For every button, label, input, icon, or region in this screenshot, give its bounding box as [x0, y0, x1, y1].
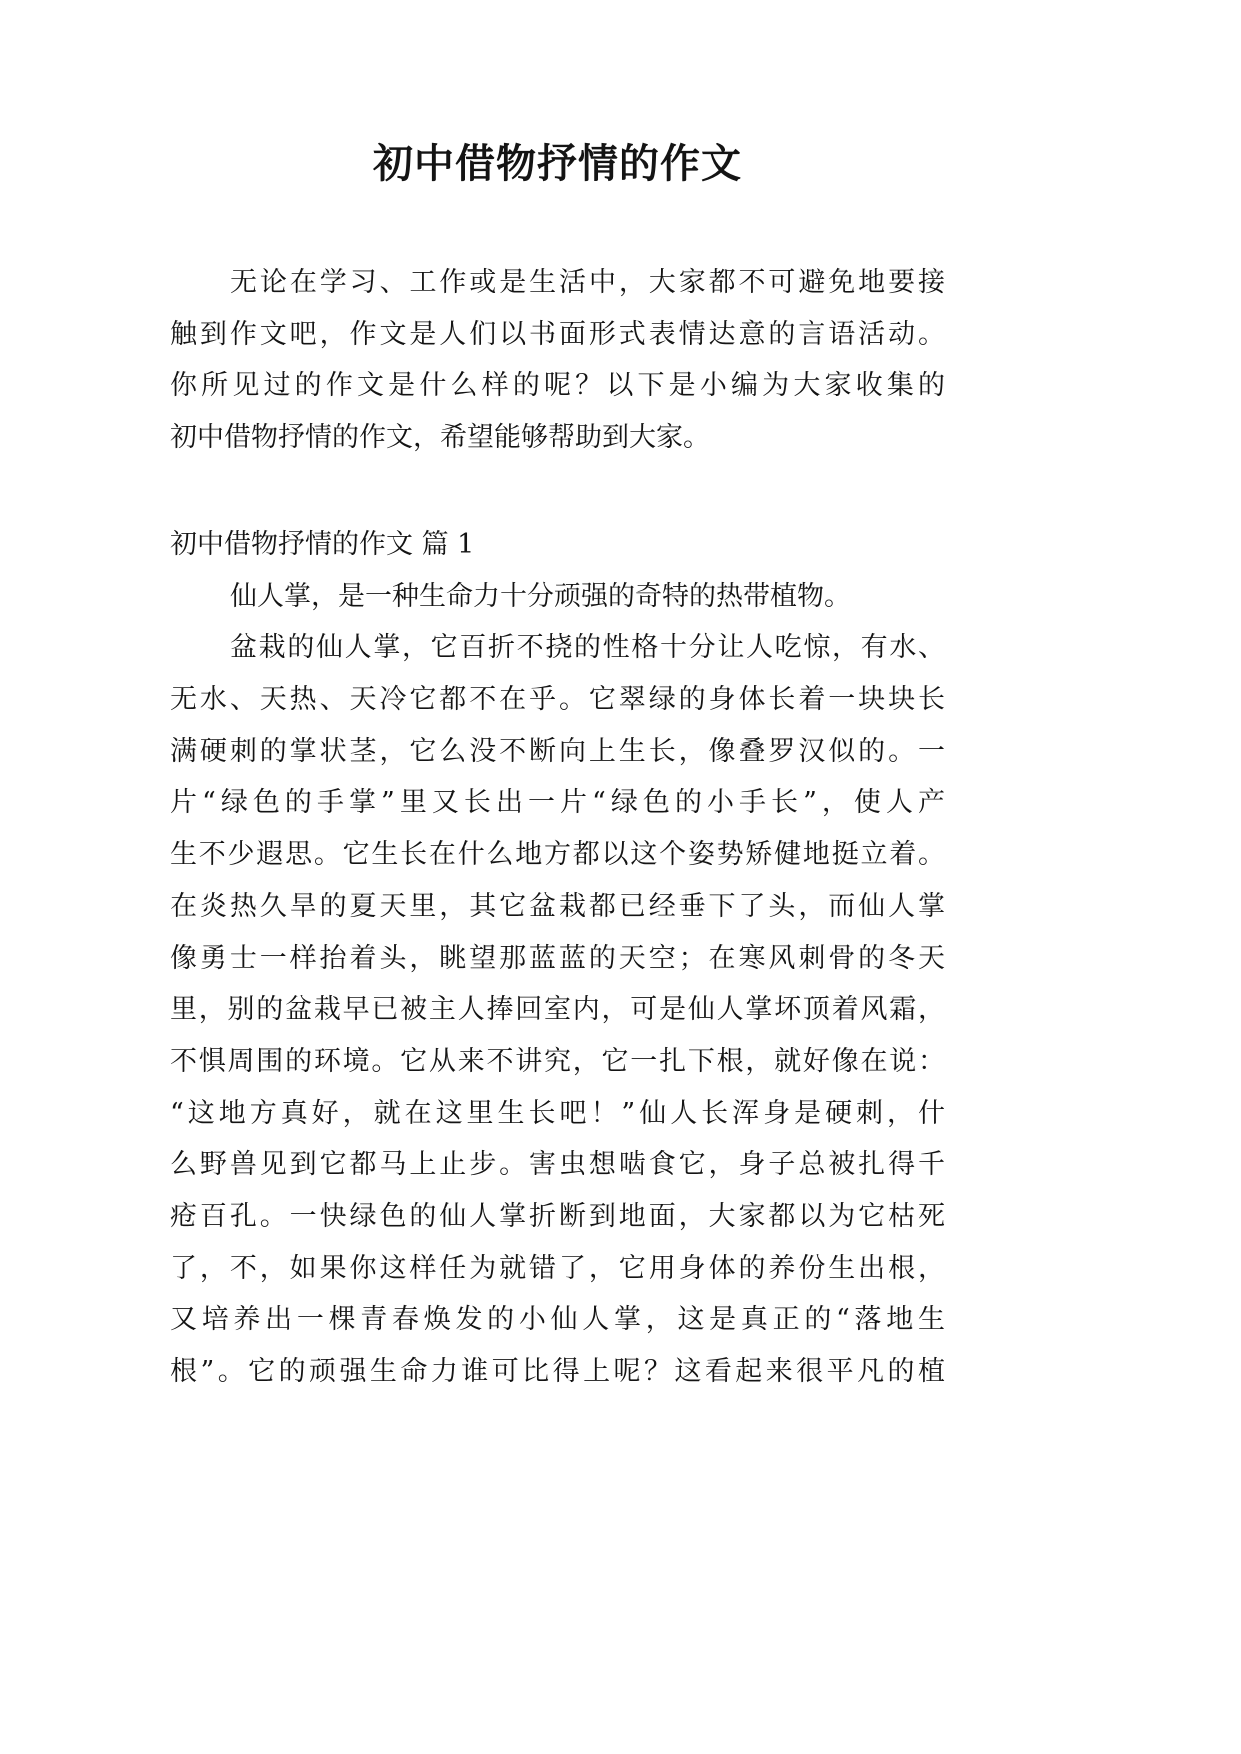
intro-paragraph [170, 257, 945, 464]
text-line: 又培养出一棵青春焕发的小仙人掌，这是真正的“落地生 [170, 1304, 945, 1336]
text-line: 里，别的盆栽早已被主人捧回室内，可是仙人掌坏顶着风霜， [170, 994, 945, 1026]
text-line: 了，不，如果你这样任为就错了，它用身体的养份生出根， [170, 1252, 945, 1284]
text-line: 无论在学习、工作或是生活中，大家都不可避免地要接 [230, 267, 945, 298]
text-line: “这地方真好，就在这里生长吧！”仙人长浑身是硬刺，什 [170, 1097, 945, 1129]
text-line: 疮百孔。一快绿色的仙人掌折断到地面，大家都以为它枯死 [170, 1200, 945, 1232]
text-line: 生不少遐思。它生长在什么地方都以这个姿势矫健地挺立着。 [170, 839, 945, 871]
text-line: 初中借物抒情的作文，希望能够帮助到大家。 [170, 422, 710, 454]
text-line: 满硬刺的掌状茎，它么没不断向上生长，像叠罗汉似的。一 [170, 735, 945, 767]
text-line: 盆栽的仙人掌，它百折不挠的性格十分让人吃惊，有水、 [230, 632, 945, 664]
essay-section [170, 519, 945, 1398]
text-line: 不惧周围的环境。它从来不讲究，它一扎下根，就好像在说： [170, 1045, 945, 1077]
paragraph-2 [170, 622, 945, 1397]
section-heading: 初中借物抒情的作文 篇 1 [170, 529, 475, 560]
text-line: 么野兽见到它都马上止步。害虫想啮食它，身子总被扎得千 [170, 1149, 945, 1181]
text-line: 你所见过的作文是什么样的呢？以下是小编为大家收集的 [170, 370, 945, 402]
text-line: 像勇士一样抬着头，眺望那蓝蓝的天空；在寒风刺骨的冬天 [170, 942, 945, 974]
text-line: 触到作文吧，作文是人们以书面形式表情达意的言语活动。 [170, 318, 945, 350]
document-title: 初中借物抒情的作文 [373, 140, 742, 187]
text-line: 无水、天热、天冷它都不在乎。它翠绿的身体长着一块块长 [170, 684, 945, 716]
text-line: 根”。它的顽强生命力谁可比得上呢？这看起来很平凡的植 [170, 1356, 945, 1387]
paragraph-1 [170, 571, 945, 623]
text-line: 在炎热久旱的夏天里，其它盆栽都已经垂下了头，而仙人掌 [170, 890, 945, 922]
text-line: 片“绿色的手掌”里又长出一片“绿色的小手长”，使人产 [170, 787, 945, 819]
text-line: 仙人掌，是一种生命力十分顽强的奇特的热带植物。 [230, 580, 851, 612]
